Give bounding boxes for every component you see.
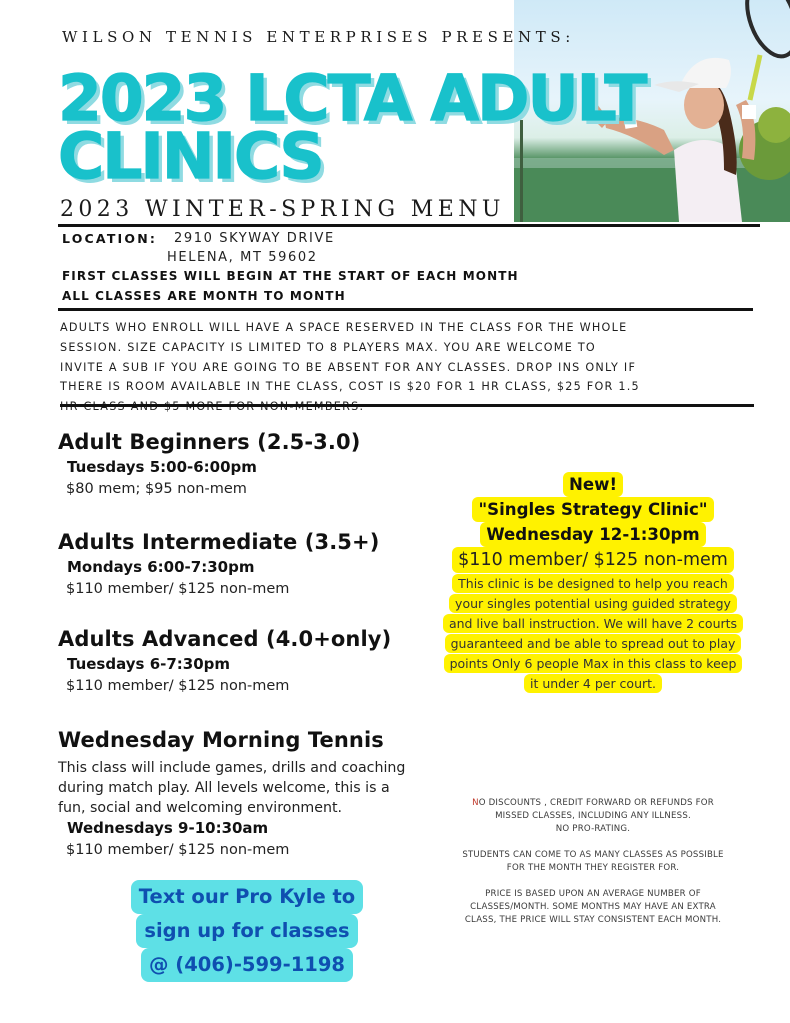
policy-line: INVITE A SUB IF YOU ARE GOING TO BE ABSENT FOR ANY CLASSES. DROP INS ONLY IF xyxy=(60,360,637,374)
enrollment-policy xyxy=(60,318,750,417)
class-time: Tuesdays 5:00-6:00pm xyxy=(67,458,257,476)
notice-month-to-month: ALL CLASSES ARE MONTH TO MONTH xyxy=(62,289,346,303)
presenter-text: WILSON TENNIS ENTERPRISES PRESENTS: xyxy=(62,28,575,46)
disclaimer-line xyxy=(452,797,734,810)
disclaimer-line: CLASS, THE PRICE WILL STAY CONSISTENT EACH MONTH. xyxy=(464,915,722,925)
class-title: Adults Advanced (4.0+only) xyxy=(58,627,392,651)
clinic-price: $110 member/ $125 non-mem xyxy=(452,547,734,573)
new-badge: New! xyxy=(563,472,623,497)
clinic-description-line: it under 4 per court. xyxy=(524,674,662,693)
class-title: Wednesday Morning Tennis xyxy=(58,728,384,752)
refund-disclaimer xyxy=(452,797,734,927)
location-label: LOCATION: xyxy=(62,231,158,246)
page-title xyxy=(58,62,698,193)
contact-line: Text our Pro Kyle to xyxy=(131,880,363,914)
class-title: Adult Beginners (2.5-3.0) xyxy=(58,430,361,454)
clinic-description-line: and live ball instruction. We will have 2 courts xyxy=(443,614,743,633)
disclaimer-line: NO PRO-RATING. xyxy=(555,824,631,834)
class-price: $80 mem; $95 non-mem xyxy=(66,481,247,497)
description-line: fun, social and welcoming environment. xyxy=(58,800,343,816)
class-title: Adults Intermediate (3.5+) xyxy=(58,530,380,554)
class-time: Mondays 6:00-7:30pm xyxy=(67,558,255,576)
class-price: $110 member/ $125 non-mem xyxy=(66,581,290,597)
class-adult-beginners xyxy=(58,430,360,497)
disclaimer-text: O DISCOUNTS , CREDIT FORWARD OR REFUNDS FOR xyxy=(478,798,714,808)
title-line-2: CLINICS xyxy=(58,120,323,193)
disclaimer-line: FOR THE MONTH THEY REGISTER FOR. xyxy=(506,863,680,873)
class-time: Tuesdays 6-7:30pm xyxy=(67,655,231,673)
divider-top xyxy=(58,224,760,227)
menu-subtitle: 2023 WINTER-SPRING MENU xyxy=(60,197,505,222)
class-time: Wednesdays 9-10:30am xyxy=(67,819,269,837)
policy-line: ADULTS WHO ENROLL WILL HAVE A SPACE RESERVED IN THE CLASS FOR THE WHOLE xyxy=(60,321,628,334)
disclaimer-line: CLASSES/MONTH. SOME MONTHS MAY HAVE AN EXTRA xyxy=(470,902,716,912)
class-adults-advanced xyxy=(58,627,391,694)
clinic-description-line: your singles potential using guided strategy xyxy=(449,594,737,613)
clinic-description-line: points Only 6 people Max in this class to keep xyxy=(444,654,743,673)
disclaimer-line: MISSED CLASSES, INCLUDING ANY ILLNESS. xyxy=(495,811,691,821)
description-line: during match play. All levels welcome, this is a xyxy=(58,780,390,796)
address-line-2: HELENA, MT 59602 xyxy=(167,250,318,265)
disclaimer-line: PRICE IS BASED UPON AN AVERAGE NUMBER OF xyxy=(485,889,701,899)
spacer xyxy=(452,836,734,849)
spacer xyxy=(452,875,734,888)
policy-line: SESSION. SIZE CAPACITY IS LIMITED TO 8 PLAYERS MAX. YOU ARE WELCOME TO xyxy=(60,340,596,354)
disclaimer-line: STUDENTS CAN COME TO AS MANY CLASSES AS POSSIBLE xyxy=(462,850,724,860)
clinic-description-line: This clinic is be designed to help you reach xyxy=(452,574,734,593)
policy-line: THERE IS ROOM AVAILABLE IN THE CLASS, COST IS $20 FOR 1 HR CLASS, $25 FOR 1.5 xyxy=(60,380,640,394)
contact-phone: @ (406)-599-1198 xyxy=(141,948,353,982)
divider-bottom xyxy=(60,404,754,407)
title-line-1: 2023 LCTA ADULT xyxy=(58,62,646,135)
class-adults-intermediate xyxy=(58,530,379,597)
clinic-time: Wednesday 12-1:30pm xyxy=(480,522,705,547)
class-wednesday-morning xyxy=(58,728,405,858)
divider-middle xyxy=(58,308,753,311)
class-price: $110 member/ $125 non-mem xyxy=(66,842,290,858)
contact-line: sign up for classes xyxy=(136,914,357,948)
clinic-description-line: guaranteed and be able to spread out to play xyxy=(445,634,742,653)
contact-pro-callout xyxy=(126,880,368,982)
class-price: $110 member/ $125 non-mem xyxy=(66,678,290,694)
notice-first-classes: FIRST CLASSES WILL BEGIN AT THE START OF EACH MONTH xyxy=(62,269,519,283)
address-line-1: 2910 SKYWAY DRIVE xyxy=(174,231,335,246)
description-line: This class will include games, drills and coaching xyxy=(58,760,406,776)
class-description xyxy=(58,758,405,818)
clinic-name: "Singles Strategy Clinic" xyxy=(472,497,713,522)
disclaimer-initial: N xyxy=(472,798,479,808)
policy-line xyxy=(60,397,750,417)
new-clinic-callout xyxy=(432,472,754,693)
